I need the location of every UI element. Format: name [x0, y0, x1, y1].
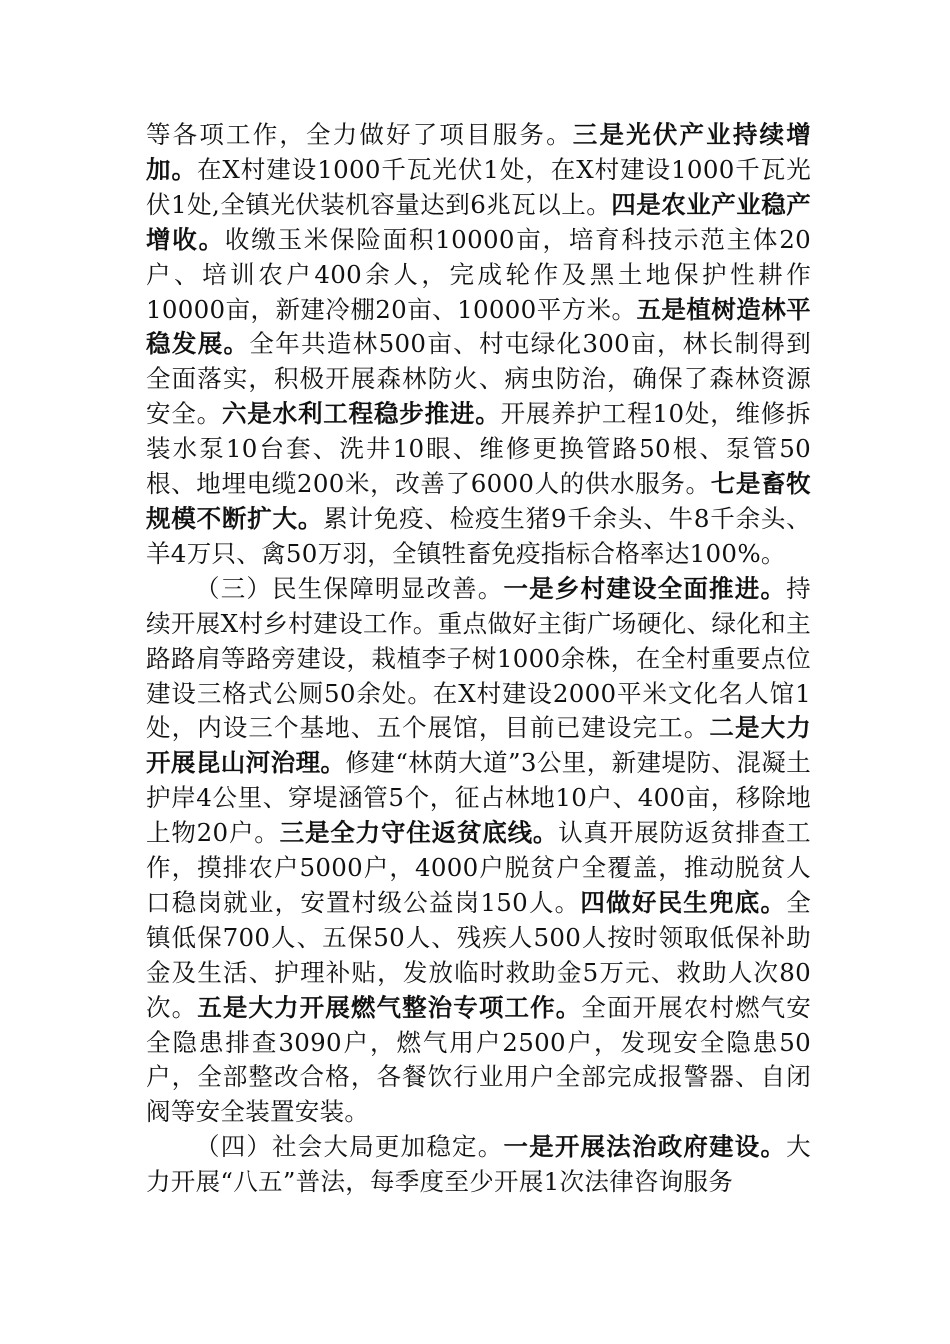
bold-heading-run: 一是乡村建设全面推进。: [503, 573, 787, 603]
bold-heading-run: 四做好民生兜底。: [580, 887, 787, 917]
text-run: 等各项工作，全力做好了项目服务。: [146, 120, 573, 149]
text-run: 开展养护工程10处，维修拆装水泵10台套、洗井10眼、维修更换管路50根、泵管50根、地埋电缆200米，改善了6000人的供水服务。: [146, 399, 811, 499]
section-heading-run: （四）社会大局更加稳定。: [195, 1132, 504, 1162]
text-run: 全镇低保700人、五保50人、残疾人500人按时领取低保补助金及生活、护理补贴，发放临时救助金5万元、救助人次80次。: [146, 887, 811, 1022]
bold-heading-run: 四是农业产业稳产增收。: [146, 189, 811, 254]
paragraph-agriculture-achievements: [146, 118, 811, 572]
bold-heading-run: 七是畜牧规模不断扩大。: [146, 469, 811, 533]
bold-heading-run: 二是大力开展昆山河治理。: [146, 713, 811, 778]
text-run: 累计免疫、检疫生猪9千余头、牛8千余头、羊4万只、禽50万羽，全镇牲畜免疫指标合格率达100%。: [146, 503, 811, 568]
paragraph-social-stability-section: [146, 1130, 811, 1200]
text-run: 全面开展农村燃气安全隐患排查3090户，燃气用户2500户，发现安全隐患50户，全部整改合格，各餐饮行业用户全部完成报警器、自闭阀等安全装置安装。: [146, 992, 812, 1127]
text-run: 认真开展防返贫排查工作，摸排农户5000户，4000户脱贫户全覆盖，推动脱贫人口稳岗就业，安置村级公益岗150人。: [146, 818, 811, 917]
bold-heading-run: 一是开展法治政府建设。: [503, 1132, 787, 1162]
bold-heading-run: 五是植树造林平稳发展。: [146, 294, 811, 359]
text-run: 持续开展X村乡村建设工作。重点做好主街广场硬化、绿化和主路路肩等路旁建设，栽植李子树1000余株，在全村重要点位建设三格式公厕50余处。在X村建设2000平米文化名人馆1处，内设三个基地、五个展馆，目前已建设完工。: [146, 573, 811, 743]
bold-heading-run: 六是水利工程稳步推进。: [221, 399, 501, 429]
bold-heading-run: 五是大力开展燃气整治专项工作。: [197, 992, 582, 1022]
paragraph-livelihood-section: [146, 572, 811, 1131]
text-run: 收缴玉米保险面积10000亩，培育科技示范主体20户、培训农户400余人，完成轮作及黑土地保护性耕作10000亩，新建冷棚20亩、10000平方米。: [146, 224, 811, 324]
bold-heading-run: 三是全力守住返贫底线。: [279, 818, 559, 848]
document-body: [146, 118, 811, 1200]
bold-heading-run: 三是光伏产业持续增加。: [146, 120, 811, 184]
section-heading-run: （三）民生保障明显改善。: [195, 573, 504, 603]
text-run: 修建“林荫大道”3公里，新建堤防、混凝土护岸4公里、穿堤涵管5个，征占林地10户、400亩，移除地上物20户。: [146, 748, 811, 848]
text-run: 全年共造林500亩、村屯绿化300亩，林长制得到全面落实，积极开展森林防火、病虫防治，确保了森林资源安全。: [146, 329, 811, 429]
text-run: 大力开展“八五”普法，每季度至少开展1次法律咨询服务: [146, 1132, 811, 1197]
text-run: 在X村建设1000千瓦光伏1处，在X村建设1000千瓦光伏1处,全镇光伏装机容量达到6兆瓦以上。: [146, 154, 811, 219]
